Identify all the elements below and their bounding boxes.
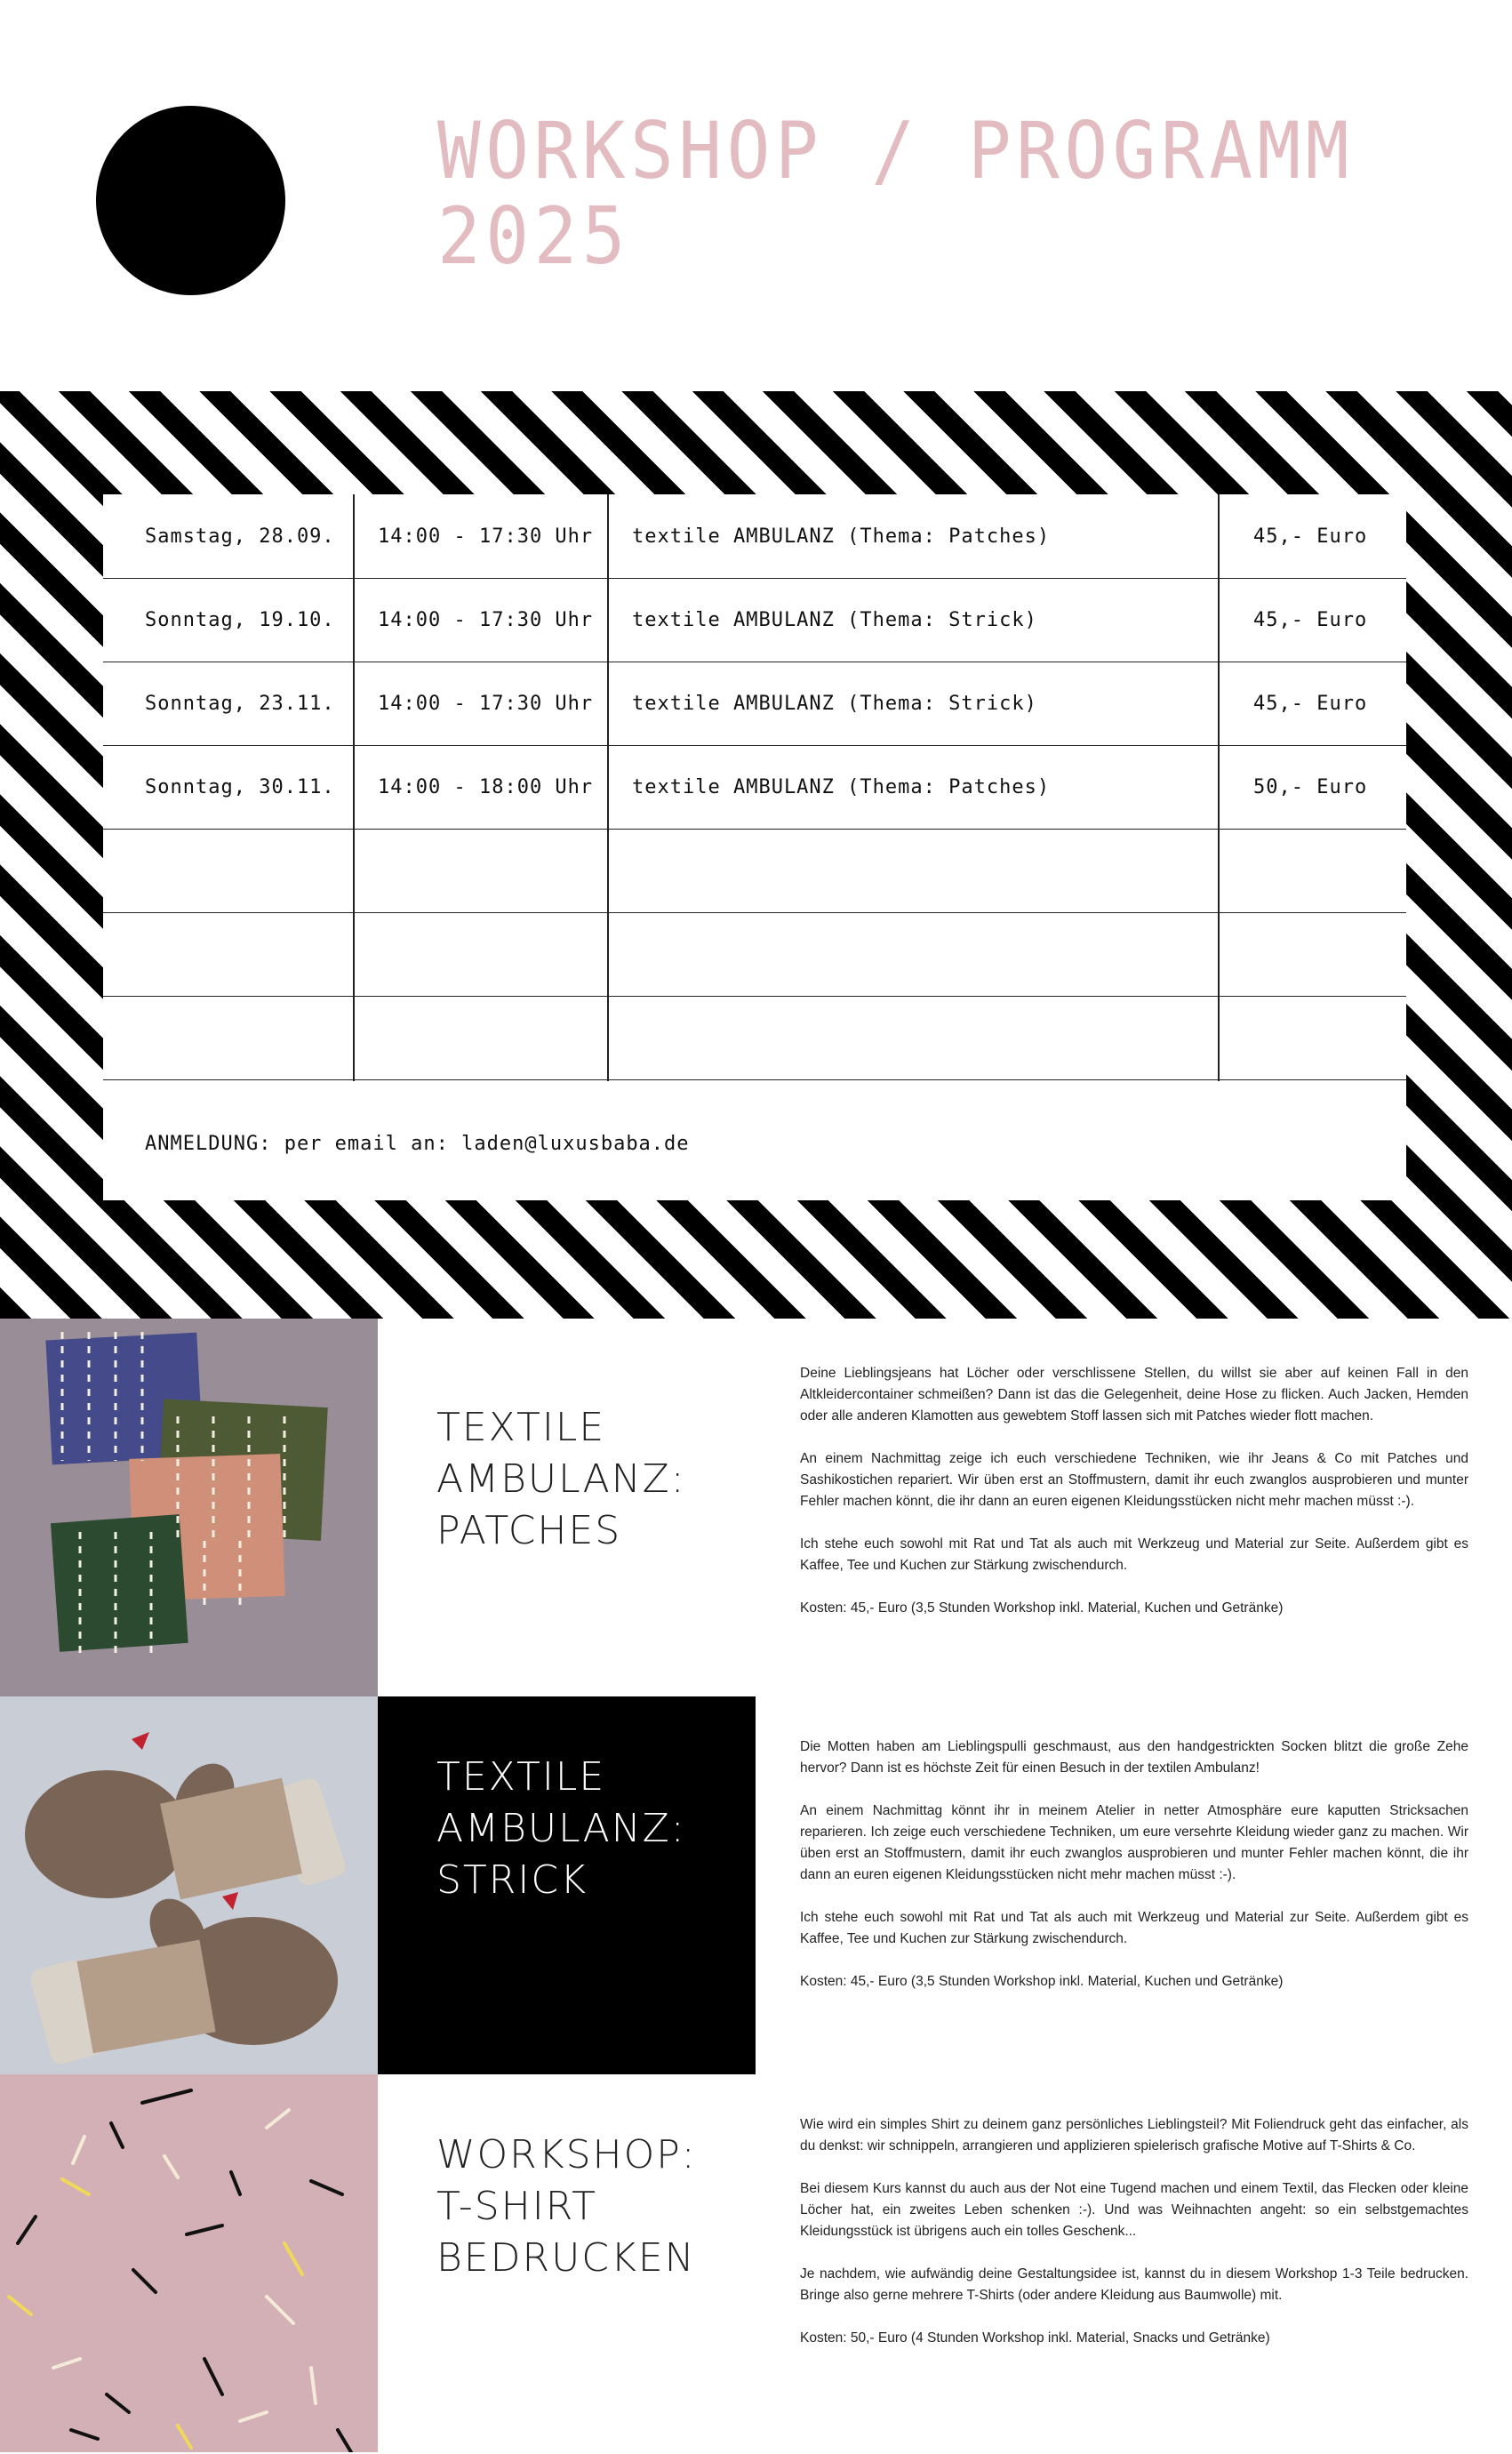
description-paragraph: An einem Nachmittag zeige ich euch verschiedene Techniken, wie ihr Jeans & Co mit Patches und Sashikostichen repariert. Wir üben erst an Stoffmustern, damit ihr euch zwanglos ausprobieren und munter Fehler machen könnt, die ihr dann an euren eigenen Kleidungsstücken nicht mehr machen müsst :-). xyxy=(800,1451,1468,1509)
workshop-section-strick xyxy=(0,1696,1512,2074)
heading-line: T-SHIRT xyxy=(436,2184,597,2229)
heading-line: AMBULANZ: xyxy=(436,1806,686,1851)
workshop-section-patches xyxy=(0,1319,1512,1696)
description-paragraph: Ich stehe euch sowohl mit Rat und Tat als auch mit Werkzeug und Material zur Seite. Außerdem gibt es Kaffee, Tee und Kuchen zur Stärkung zwischendurch. xyxy=(800,1910,1468,1946)
row-title: textile AMBULANZ (Thema: Patches) xyxy=(632,525,1051,548)
row-date: Sonntag, 23.11. xyxy=(145,692,335,715)
description-paragraph: Je nachdem, wie aufwändig deine Gestaltungsidee ist, kannst du in diesem Workshop 1-3 Teile bedrucken. Bringe also gerne mehrere T-Shirts (oder andere Kleidung aus Baumwolle) mit. xyxy=(800,2266,1468,2303)
description-paragraph: Deine Lieblingsjeans hat Löcher oder verschlissene Stellen, du willst sie aber auf keinen Fall in den Altkleidercontainer schmeißen? Dann ist das die Gelegenheit, deine Hose zu flicken. Auch Jacken, Hemden oder alle anderen Klamotten aus gewebtem Stoff lassen sich mit Patches wieder flott machen. xyxy=(800,1366,1468,1423)
patches-photo xyxy=(0,1319,378,1696)
tshirt-heading xyxy=(436,2129,697,2284)
row-price: 45,- Euro xyxy=(1253,692,1368,715)
tshirt-description xyxy=(800,2114,1468,2370)
heading-line: STRICK xyxy=(436,1857,588,1903)
patches-label xyxy=(378,1319,756,1696)
table-row xyxy=(103,578,1406,662)
row-time: 14:00 - 17:30 Uhr xyxy=(378,525,594,548)
price-note: Kosten: 45,- Euro (3,5 Stunden Workshop inkl. Material, Kuchen und Getränke) xyxy=(800,1600,1284,1616)
description-paragraph: Die Motten haben am Lieblingspulli geschmaust, aus den handgestrickten Socken blitzt die große Zehe hervor? Dann ist es höchste Zeit für einen Besuch in der textilen Ambulanz! xyxy=(800,1739,1468,1776)
page-title-line-2: 2025 xyxy=(437,190,631,282)
tshirt-photo xyxy=(0,2074,378,2452)
row-title: textile AMBULANZ (Thema: Strick) xyxy=(632,692,1037,715)
patches-description xyxy=(800,1363,1468,1640)
strick-description xyxy=(800,1736,1468,2014)
table-row xyxy=(103,829,1406,913)
tshirt-label xyxy=(378,2074,756,2452)
row-time: 14:00 - 17:30 Uhr xyxy=(378,692,594,715)
description-paragraph: An einem Nachmittag könnt ihr in meinem Atelier in netter Atmosphäre eure kaputten Stricksachen reparieren. Ich zeige euch verschiedene Techniken, um eure versehrte Kleidung wieder ganz zu machen. Wir üben erst an Stoffmustern, damit ihr euch zwanglos ausprobieren und munter Fehler machen könnt, die ihr dann an euren eigenen Kleidungsstücken nicht mehr machen müsst :-). xyxy=(800,1803,1468,1882)
row-price: 45,- Euro xyxy=(1253,525,1368,548)
row-price: 50,- Euro xyxy=(1253,775,1368,798)
row-time: 14:00 - 17:30 Uhr xyxy=(378,608,594,631)
table-row xyxy=(103,996,1406,1080)
heading-line: WORKSHOP: xyxy=(436,2132,697,2177)
row-date: Sonntag, 30.11. xyxy=(145,775,335,798)
heading-line: PATCHES xyxy=(436,1508,622,1553)
page-title-line-1: WORKSHOP / PROGRAMM xyxy=(437,105,1354,196)
table-row xyxy=(103,662,1406,746)
heading-line: BEDRUCKEN xyxy=(436,2235,696,2281)
black-circle-logo xyxy=(96,106,285,295)
description-paragraph: Wie wird ein simples Shirt zu deinem ganz persönliches Lieblingsteil? Mit Foliendruck geht das einfacher, als du denkst: wir schnippeln, arrangieren und applizieren spielerisch grafische Motive auf T-Shirts & Co. xyxy=(800,2117,1468,2153)
mittens-photo xyxy=(0,1696,378,2074)
price-note: Kosten: 45,- Euro (3,5 Stunden Workshop inkl. Material, Kuchen und Getränke) xyxy=(800,1974,1284,1989)
description-paragraph: Ich stehe euch sowohl mit Rat und Tat als auch mit Werkzeug und Material zur Seite. Außerdem gibt es Kaffee, Tee und Kuchen zur Stärkung zwischendurch. xyxy=(800,1536,1468,1573)
heading-line: TEXTILE xyxy=(436,1754,606,1800)
schedule-table xyxy=(103,494,1406,1200)
row-title: textile AMBULANZ (Thema: Strick) xyxy=(632,608,1037,631)
table-row xyxy=(103,494,1406,579)
table-row xyxy=(103,912,1406,997)
row-time: 14:00 - 18:00 Uhr xyxy=(378,775,594,798)
row-date: Sonntag, 19.10. xyxy=(145,608,335,631)
patches-heading xyxy=(436,1402,686,1557)
row-title: textile AMBULANZ (Thema: Patches) xyxy=(632,775,1051,798)
price-note: Kosten: 50,- Euro (4 Stunden Workshop inkl. Material, Snacks und Getränke) xyxy=(800,2330,1270,2346)
heading-line: TEXTILE xyxy=(436,1405,606,1450)
registration-note: ANMELDUNG: per email an: laden@luxusbaba.de xyxy=(145,1133,690,1155)
strick-label xyxy=(378,1696,756,2074)
workshop-section-tshirt xyxy=(0,2074,1512,2452)
strick-heading xyxy=(436,1752,686,1906)
row-price: 45,- Euro xyxy=(1253,608,1368,631)
row-date: Samstag, 28.09. xyxy=(145,525,335,548)
page-title xyxy=(437,105,1354,282)
heading-line: AMBULANZ: xyxy=(436,1456,686,1502)
description-paragraph: Bei diesem Kurs kannst du auch aus der Not eine Tugend machen und einem Textil, das Flecken oder kleine Löcher hat, ein zweites Leben schenken :-). Und was Weihnachten angeht: so ein selbstgemachtes Kleidungsstück ist übrigens auch ein tolles Geschenk... xyxy=(800,2181,1468,2239)
table-row xyxy=(103,745,1406,830)
